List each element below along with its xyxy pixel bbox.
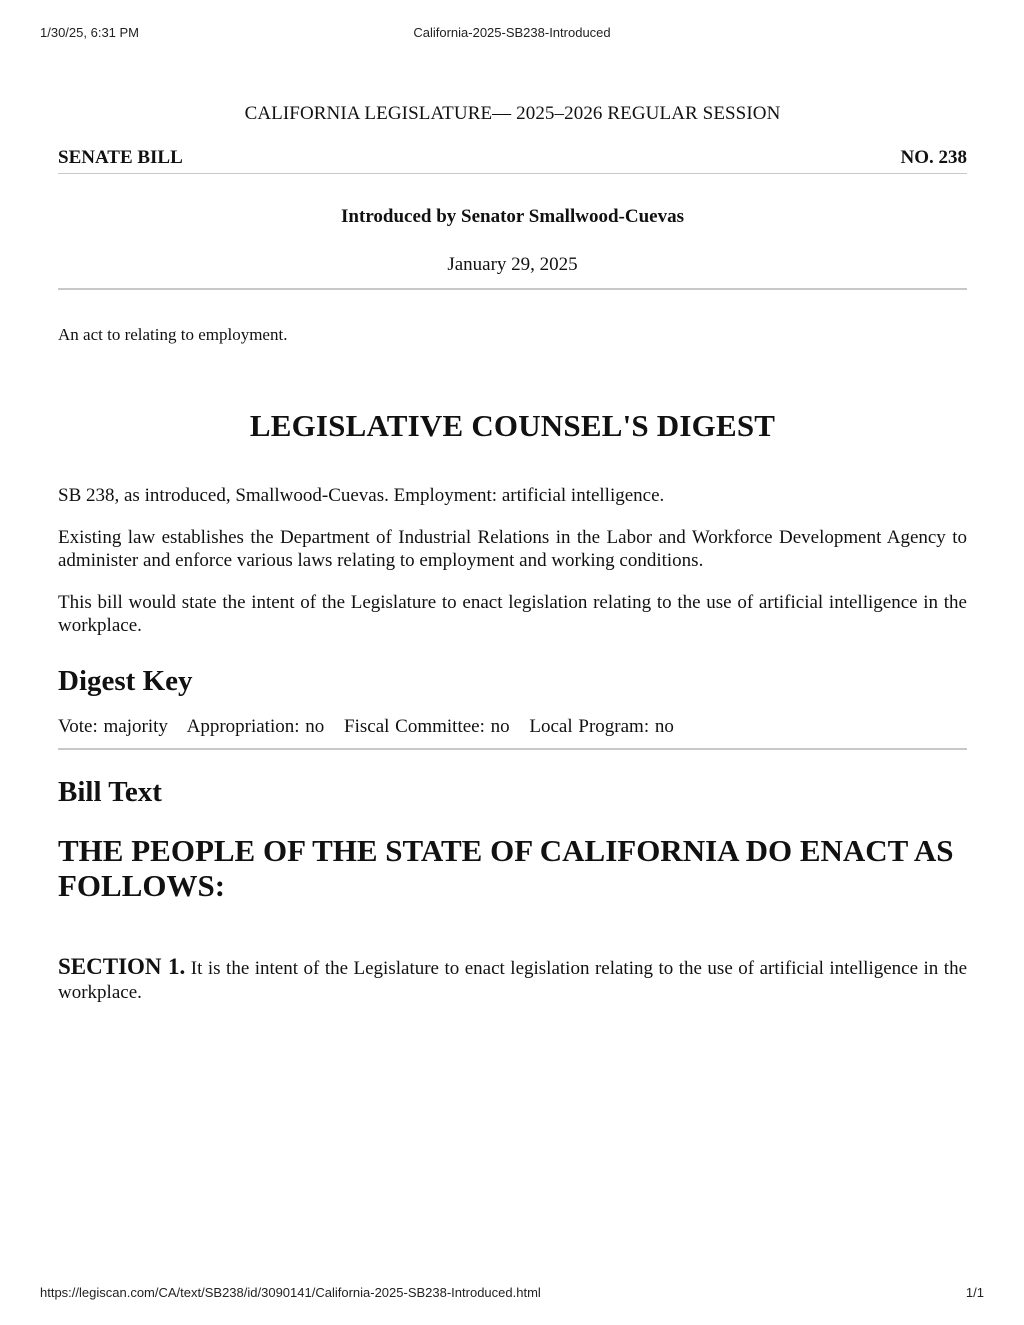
bill-id-row — [58, 147, 967, 174]
bill-number: NO. 238 — [900, 147, 967, 168]
digest-title: LEGISLATIVE COUNSEL'S DIGEST — [249, 408, 776, 443]
bill-text-heading: Bill Text — [58, 776, 162, 808]
print-page-number: 1/1 — [965, 1285, 984, 1300]
bill-document — [58, 103, 967, 1005]
digest-key-fiscal-committee: Fiscal Committee: no — [344, 716, 510, 737]
digest-key-vote: Vote: majority — [58, 716, 168, 737]
digest-bill-intent: This bill would state the intent of the Legislature to enact legislation relating to the use of artificial intelligence in the workplace. — [58, 592, 967, 636]
print-url: https://legiscan.com/CA/text/SB238/id/3090141/California-2025-SB238-Introduced.html — [40, 1285, 541, 1300]
digest-key-row — [58, 716, 967, 750]
digest-key-local-program: Local Program: no — [529, 716, 674, 737]
introduced-by: Introduced by Senator Smallwood-Cuevas — [341, 206, 684, 227]
print-datetime: 1/30/25, 6:31 PM — [40, 25, 140, 40]
enacting-clause: THE PEOPLE OF THE STATE OF CALIFORNIA DO ENACT AS FOLLOWS: — [58, 833, 954, 903]
digest-key-appropriation: Appropriation: no — [186, 716, 325, 737]
bill-chamber: SENATE BILL — [58, 147, 183, 168]
introduced-date: January 29, 2025 — [58, 254, 967, 290]
print-header — [0, 25, 1024, 43]
section-label: SECTION 1. — [58, 954, 186, 979]
section-1 — [58, 955, 967, 1005]
digest-key-heading: Digest Key — [58, 665, 193, 697]
section-text: It is the intent of the Legislature to enact legislation relating to the use of artificial intelligence in the workplace. — [58, 958, 967, 1003]
digest-existing-law: Existing law establishes the Department of Industrial Relations in the Labor and Workforce Development Agency to administer and enforce various laws relating to employment and working conditions. — [58, 527, 967, 571]
session-heading: CALIFORNIA LEGISLATURE— 2025–2026 REGULAR SESSION — [244, 103, 781, 124]
digest-summary: SB 238, as introduced, Smallwood-Cuevas. Employment: artificial intelligence. — [58, 485, 665, 506]
print-footer — [0, 1285, 1024, 1303]
print-title: California-2025-SB238-Introduced — [413, 25, 611, 40]
act-title: An act to relating to employment. — [58, 325, 288, 344]
